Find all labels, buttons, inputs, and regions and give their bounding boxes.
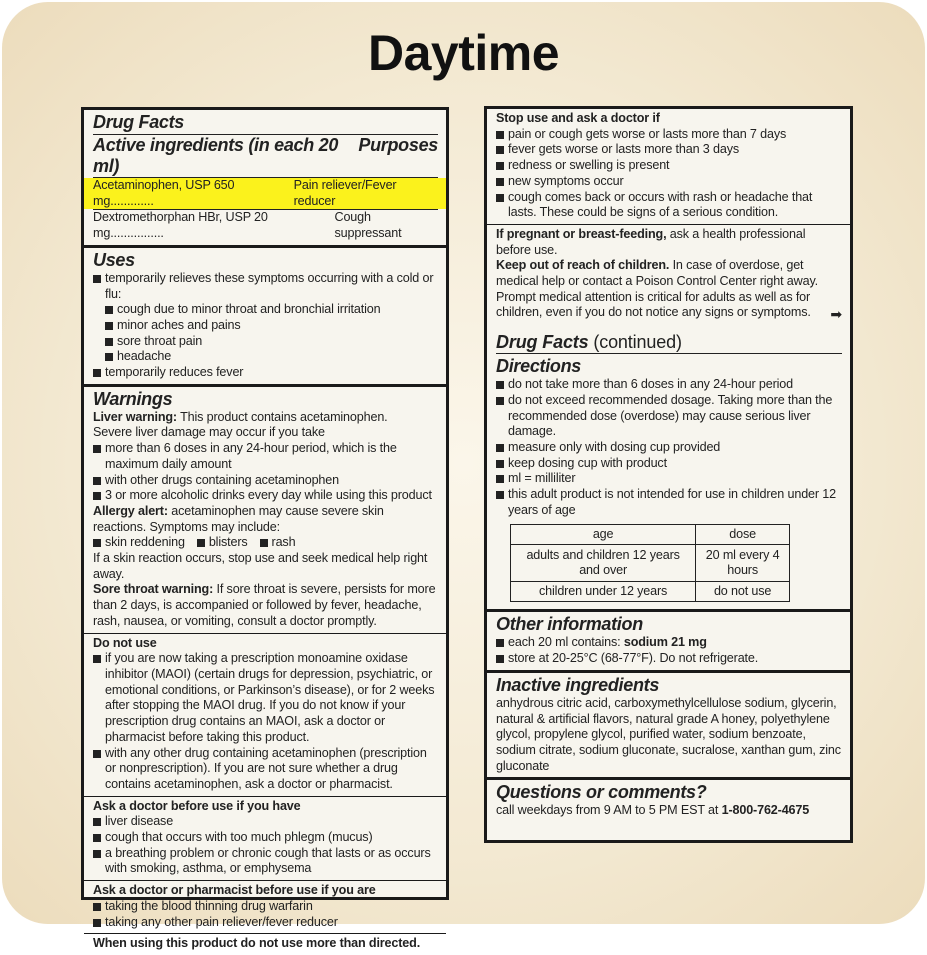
do-not-use-section [84, 633, 446, 796]
list-item: 3 or more alcoholic drinks every day while using this product [93, 488, 438, 504]
pregnancy-keep-out-section [487, 224, 850, 329]
list-item: taking the blood thinning drug warfarin [93, 899, 438, 915]
questions-heading: Questions or comments? [496, 782, 707, 803]
allergy-label: Allergy alert: [93, 503, 168, 518]
stop-use-section [487, 109, 850, 224]
stop-use-heading: Stop use and ask a doctor if [496, 111, 660, 125]
do-not-use-heading: Do not use [93, 635, 157, 650]
allergy-after-text: If a skin reaction occurs, stop use and seek medical help right away. [93, 551, 428, 581]
list-item: new symptoms occur [496, 174, 842, 190]
sodium-value: sodium 21 mg [623, 635, 707, 650]
ask-doctor-section [84, 796, 446, 881]
liver-warning-label: Liver warning: [93, 409, 177, 424]
ingredient-row [93, 209, 438, 241]
ask-doctor-heading: Ask a doctor before use if you have [93, 798, 301, 813]
questions-section [487, 777, 850, 822]
list-item: temporarily relieves these symptoms occurring with a cold or flu: [93, 271, 438, 302]
table-cell: adults and children 12 years and over [511, 545, 696, 582]
liver-warning-text2: Severe liver damage may occur if you take [93, 425, 325, 440]
product-title: Daytime [367, 25, 560, 81]
list-item: taking any other pain reliever/fever reducer [93, 915, 438, 931]
uses-heading: Uses [93, 249, 135, 270]
ask-pharmacist-section [84, 880, 446, 933]
continued-heading [496, 331, 842, 354]
table-row [511, 582, 790, 602]
other-information-section [487, 609, 850, 669]
list-item: liver disease [93, 814, 438, 830]
warnings-section [84, 384, 446, 633]
list-item: store at 20-25°C (68-77°F). Do not refrigerate. [496, 651, 842, 667]
liver-warning [93, 410, 438, 426]
active-header-row [93, 135, 438, 178]
ingredient-name: Acetaminophen, USP 650 mg............. [93, 178, 235, 208]
keep-out-text: In case of overdose, get medical help or contact a Poison Control Center right away. Prompt medical attention is critical for adults as well as for children, even if you do not notice any signs or symptoms. [496, 258, 819, 320]
table-header: age [511, 525, 696, 545]
table-cell: 20 ml every 4 hours [696, 545, 790, 582]
list-item: do not take more than 6 doses in any 24-hour period [496, 377, 842, 393]
list-item: keep dosing cup with product [496, 456, 842, 472]
ingredient-purpose: Pain reliever/Fever reducer [293, 178, 397, 208]
pregnancy-label: If pregnant or breast-feeding, [496, 226, 667, 241]
allergy-symptoms [93, 535, 438, 551]
purposes-heading: Purposes [358, 135, 438, 155]
allergy-text: acetaminophen may cause severe skin reactions. Symptoms may include: [93, 503, 384, 534]
list-item: sore throat pain [105, 334, 438, 350]
table-cell: children under 12 years [511, 582, 696, 602]
dosing-table [510, 524, 790, 602]
questions-contact [496, 803, 842, 819]
continued-suffix: (continued) [588, 332, 682, 353]
other-information-heading: Other information [496, 614, 643, 635]
keep-out-label: Keep out of reach of children. [496, 258, 670, 273]
list-item: cough comes back or occurs with rash or headache that lasts. These could be signs of a serious condition. [496, 190, 842, 221]
list-item: minor aches and pains [105, 318, 438, 334]
ask-pharmacist-heading: Ask a doctor or pharmacist before use if you are [93, 883, 376, 898]
drug-facts-heading: Drug Facts [93, 112, 438, 135]
list-item [496, 635, 842, 651]
list-item: blisters [197, 535, 248, 551]
list-item: do not exceed recommended dosage. Taking more than the recommended dose (overdose) may cause serious liver damage. [496, 393, 842, 440]
questions-text: call weekdays from 9 AM to 5 PM EST at [496, 803, 722, 818]
sodium-text: each 20 ml contains: [508, 635, 624, 650]
drug-facts-panel-left [81, 107, 449, 951]
sore-throat-warning [93, 582, 438, 629]
arrow-right-icon: ➡ [830, 306, 842, 323]
keep-out-warning [496, 258, 842, 321]
list-item: pain or cough gets worse or lasts more than 7 days [496, 127, 842, 143]
list-item: rash [260, 535, 296, 551]
list-item: cough that occurs with too much phlegm (mucus) [93, 830, 438, 846]
pregnancy-text: ask a health professional before use. [496, 226, 806, 257]
inactive-ingredients-section [487, 670, 850, 778]
list-item: with other drugs containing acetaminophen [93, 473, 438, 489]
warnings-heading: Warnings [93, 388, 173, 409]
list-item: measure only with dosing cup provided [496, 440, 842, 456]
ingredient-purpose: Cough suppressant [334, 210, 402, 241]
directions-heading: Directions [496, 356, 582, 377]
table-header: dose [696, 525, 790, 545]
continued-title: Drug Facts [496, 332, 589, 353]
when-using-section [84, 933, 446, 955]
ingredient-row [84, 178, 446, 209]
when-using-text: When using this product do not use more than directed. [93, 936, 421, 951]
list-item: temporarily reduces fever [93, 365, 438, 381]
ingredient-name: Dextromethorphan HBr, USP 20 mg................ [93, 210, 268, 241]
list-item: fever gets worse or lasts more than 3 days [496, 142, 842, 158]
list-item: headache [105, 349, 438, 365]
list-item: cough due to minor throat and bronchial irritation [105, 302, 438, 318]
phone-number: 1-800-762-4675 [721, 803, 810, 818]
active-ingredients-heading: Active ingredients (in each 20 ml) [93, 135, 339, 176]
uses-section [84, 245, 446, 384]
list-item: ml = milliliter [496, 471, 842, 487]
list-item: if you are now taking a prescription monoamine oxidase inhibitor (MAOI) (certain drugs for depression, psychiatric, or emotional conditions, or Parkinson’s disease), or for 2 weeks after stopping the MAOI drug. If you do not know if your prescription drug contains an MAOI, ask a doctor or pharmacist before taking this product. [93, 651, 438, 745]
drug-facts-panel-right [484, 106, 853, 843]
allergy-alert [93, 504, 438, 535]
inactive-ingredients-text: anhydrous citric acid, carboxymethylcellulose sodium, glycerin, natural & artificial flavors, natural grade A honey, polyethylene glycol, propylene glycol, purified water, sodium benzoate, sodium citrate, sodium gluconate, sucralose, xanthan gum, zinc gluconate [496, 695, 841, 773]
table-cell: do not use [696, 582, 790, 602]
inactive-ingredients-heading: Inactive ingredients [496, 674, 660, 695]
list-item: a breathing problem or chronic cough that lasts or as occurs with smoking, asthma, or emphysema [93, 846, 438, 877]
sore-throat-text: If sore throat is severe, persists for more than 2 days, is accompanied or followed by fever, headache, rash, nausea, or vomiting, consult a doctor promptly. [93, 582, 436, 628]
list-item: this adult product is not intended for use in children under 12 years of age [496, 487, 842, 518]
list-item: redness or swelling is present [496, 158, 842, 174]
table-header-row [511, 525, 790, 545]
list-item: more than 6 doses in any 24-hour period, which is the maximum daily amount [93, 441, 438, 472]
sore-throat-label: Sore throat warning: [93, 582, 214, 597]
list-item: skin reddening [93, 535, 185, 551]
table-row [511, 545, 790, 582]
active-ingredients-section [84, 110, 446, 245]
liver-warning-text: This product contains acetaminophen. [176, 409, 388, 424]
list-item: with any other drug containing acetaminophen (prescription or nonprescription). If you are not sure whether a drug contains acetaminophen, ask a doctor or pharmacist. [93, 746, 438, 793]
pregnancy-warning [496, 227, 842, 258]
continued-section [487, 329, 850, 609]
